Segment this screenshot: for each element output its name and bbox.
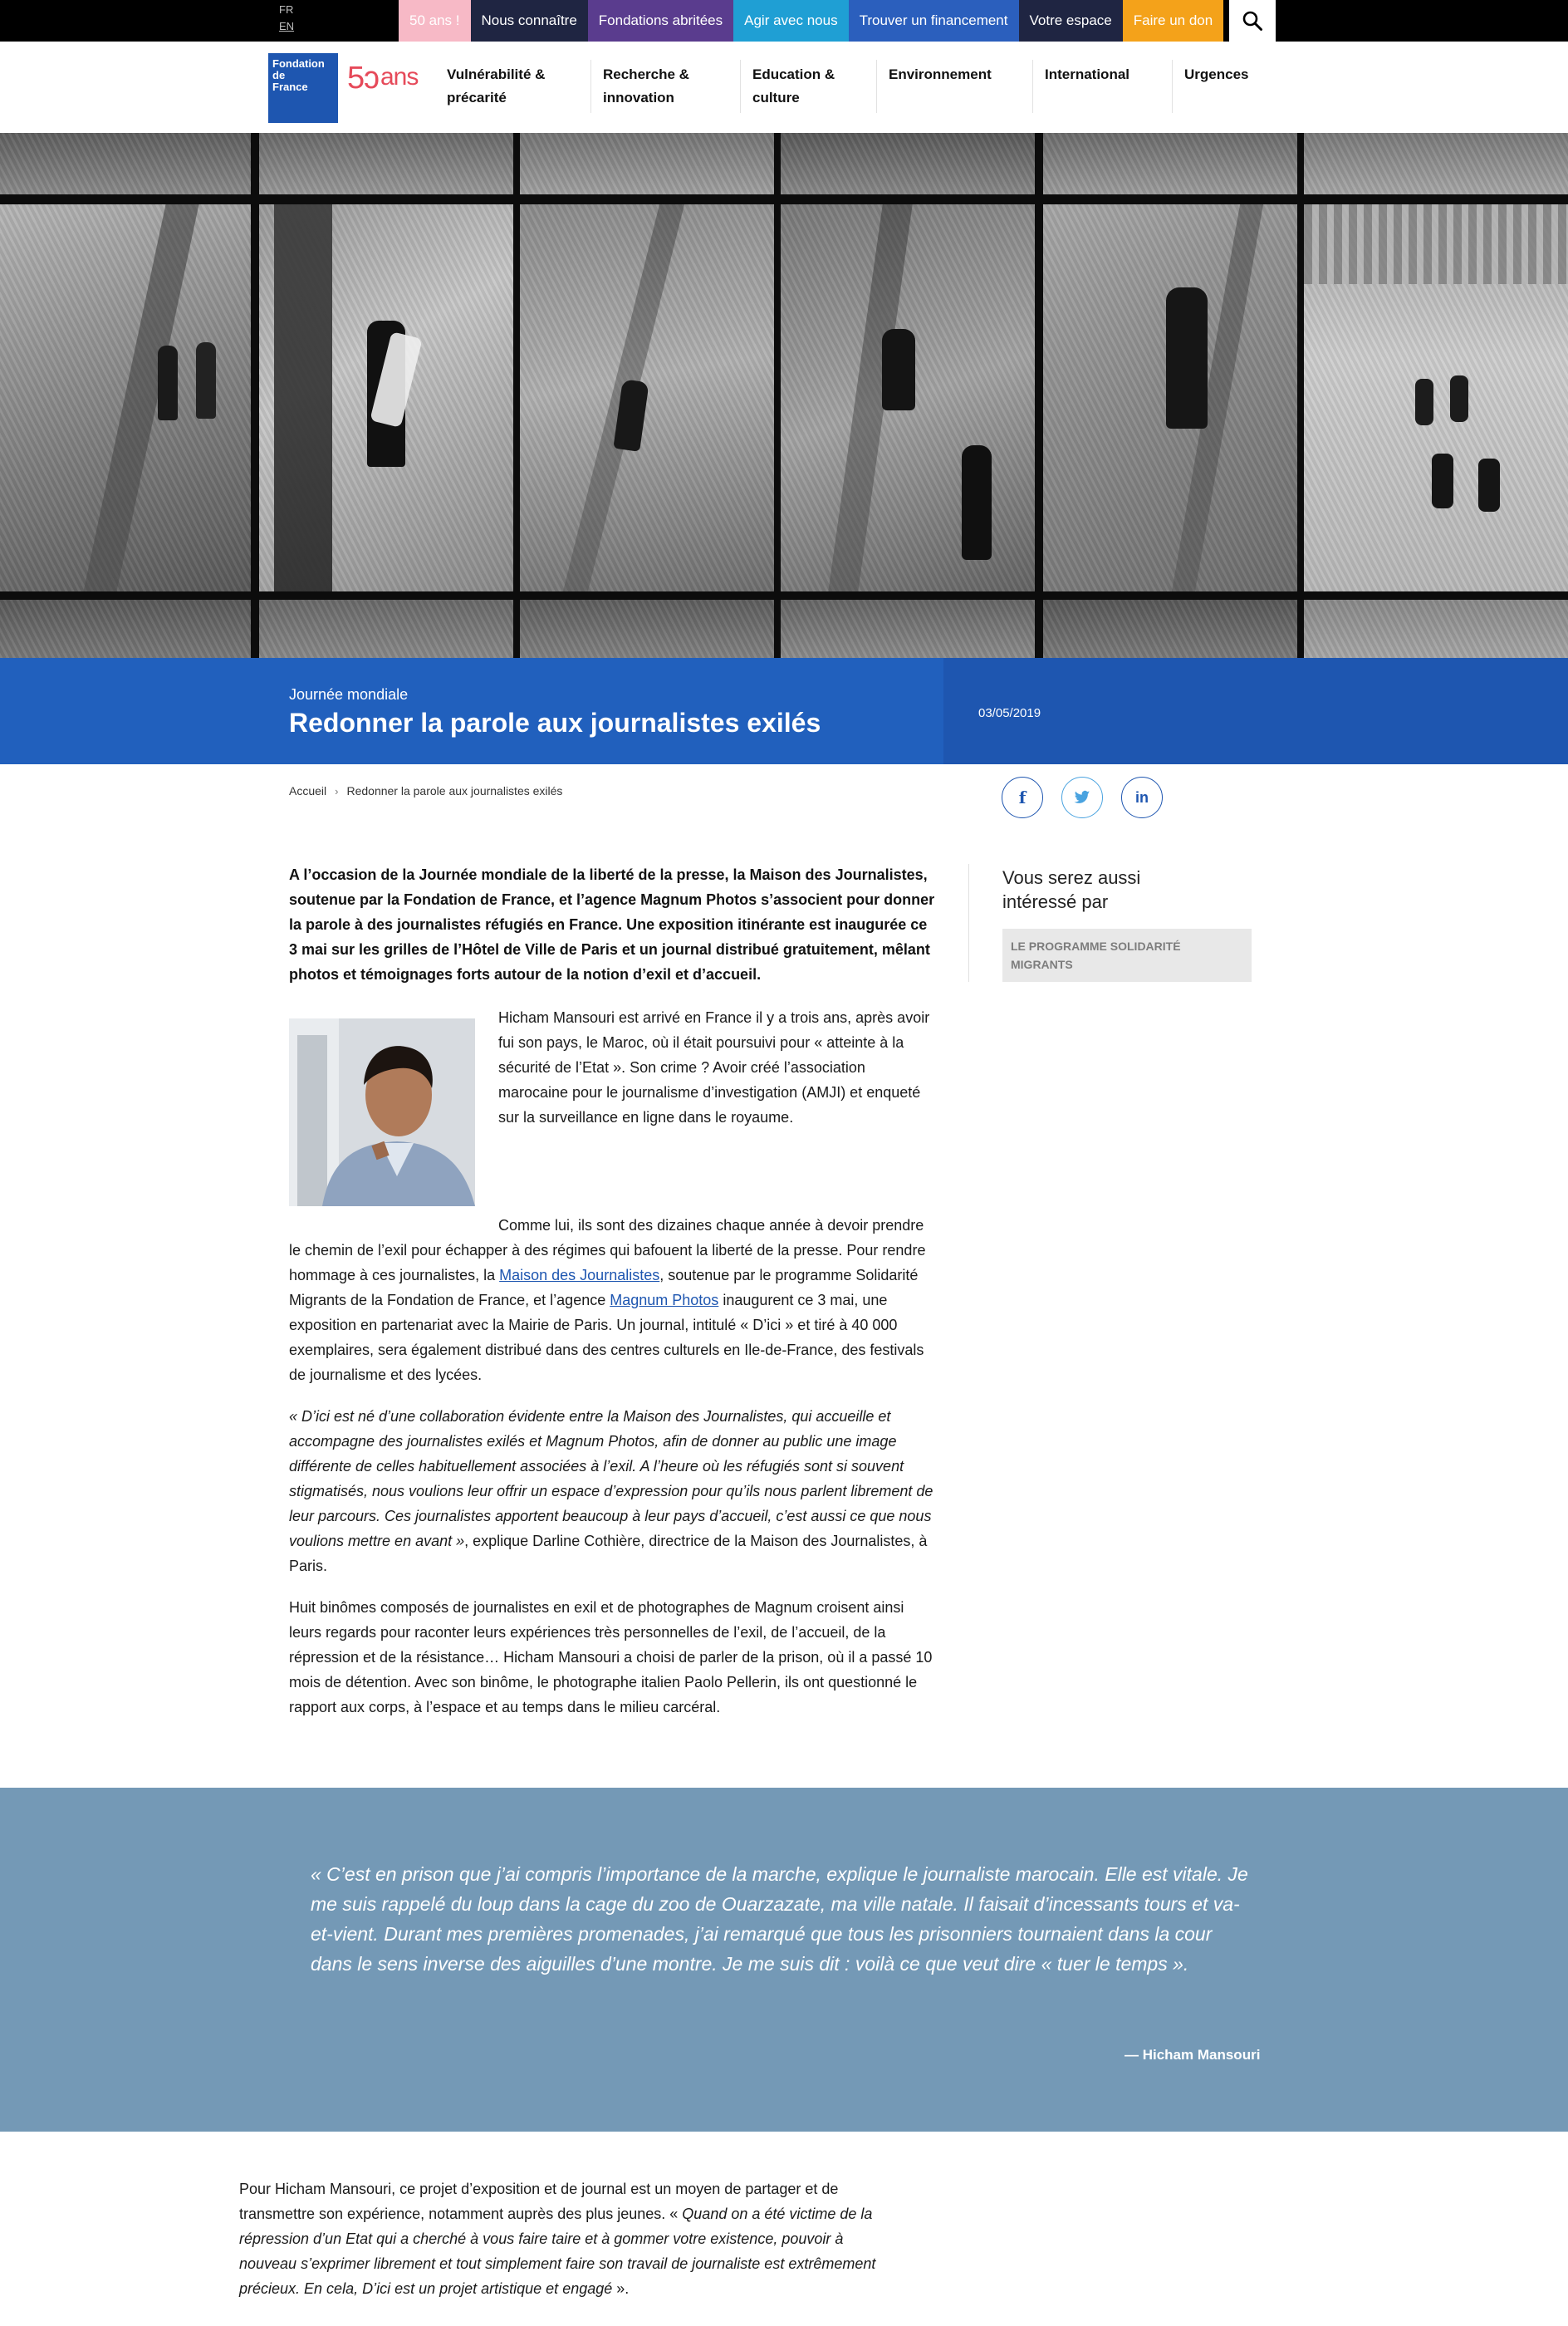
pull-quote-text: « C’est en prison que j’ai compris l’importance de la marche, explique le journaliste marocain. Elle est vitale. Je me suis rappelé du loup dans la cage du zoo de Ouarzazate, ma ville natale. Il faisait d’incessants tours et va-et-vient. Durant mes premières promenades, j’ai remarqué que tous les prisonniers tournaient dans la cour dans le sens inverse des aiguilles d’une montre. Je me suis dit : voilà ce que veut dire « tuer le temps ». [311, 1863, 1248, 1975]
twitter-icon [1074, 790, 1090, 805]
chevron-right-icon: › [335, 784, 339, 797]
top-link-nous-connaitre[interactable]: Nous connaître [471, 0, 588, 42]
svg-text:ɔ: ɔ [364, 61, 378, 96]
portrait-photo [289, 1018, 475, 1206]
svg-text:ans: ans [380, 63, 419, 91]
top-link-fondations-abritees[interactable]: Fondations abritées [588, 0, 733, 42]
nav-recherche[interactable]: Recherche & innovation [591, 60, 741, 113]
lang-fr[interactable]: FR [279, 3, 294, 16]
svg-text:5: 5 [347, 61, 363, 96]
search-button[interactable] [1229, 0, 1276, 42]
twitter-share-button[interactable] [1061, 777, 1103, 818]
related-heading: Vous serez aussi intéressé par [1002, 867, 1141, 912]
nav-environnement[interactable]: Environnement [877, 60, 1033, 113]
linkedin-share-button[interactable] [1121, 777, 1163, 818]
related-sidebar [968, 864, 1251, 982]
top-utility-bar [0, 0, 1568, 42]
p2-text-c: inaugurent ce 3 mai, une exposition en partenariat avec la Mairie de Paris. Un journal, intitulé « D’ici » et tiré à 40 000 exemplaires, sera également distribué dans des centres culturels en Ile-de-France, des festivals de journalisme et des lycées. [289, 1292, 924, 1383]
article-closing-paragraph [239, 2176, 887, 2301]
anniversary-50-ans-logo [347, 56, 434, 96]
nav-education[interactable]: Education & culture [741, 60, 877, 113]
maison-des-journalistes-link[interactable]: Maison des Journalistes [499, 1267, 660, 1283]
closing-end: ». [612, 2280, 630, 2297]
top-link-agir-avec-nous[interactable]: Agir avec nous [733, 0, 848, 42]
facebook-share-button[interactable] [1002, 777, 1043, 818]
closing-quote: Quand on a été victime de la répression d’un Etat qui a cherché à vous faire taire et à gommer votre existence, pouvoir à nouveau s’exprimer librement et tout simplement faire son travail de journaliste est extrêmement précieux. En cela, D’ici est un projet artistique et engagé [239, 2206, 876, 2297]
top-link-votre-espace[interactable]: Votre espace [1019, 0, 1123, 42]
p2-text-a: Comme lui, ils sont des dizaines chaque année à devoir prendre le chemin de l’exil pour échapper à des régimes qui bafouent la liberté de la presse. Pour rendre hommage à ces journalistes, la [289, 1217, 926, 1283]
article-paragraph-4: Huit binômes composés de journalistes en exil et de photographes de Magnum croisent ainsi leurs regards pour raconter leurs expériences très personnelles de l’exil, de l’accueil, de la répression et de la résistance… Hicham Mansouri a choisi de parler de la prison, où il a passé 10 mois de détention. Avec son binôme, le photographe italien Paolo Pellerin, ils ont questionné le rapport aux corps, à l’espace et au temps dans le milieu carcéral. [289, 1599, 933, 1715]
main-header [0, 42, 1568, 133]
p3-attribution: , explique Darline Cothière, directrice de la Maison des Journalistes, à Paris. [289, 1533, 928, 1574]
article-paragraph-3 [289, 1404, 937, 1578]
facebook-icon: f [1018, 788, 1027, 807]
search-icon [1242, 10, 1263, 32]
language-switcher [279, 2, 296, 35]
top-link-faire-un-don[interactable]: Faire un don [1123, 0, 1223, 42]
lang-en[interactable]: EN [279, 20, 295, 32]
p3-quote: « D’ici est né d’une collaboration évidente entre la Maison des Journalistes, qui accueille et accompagne des journalistes exilés et Magnum Photos, afin de donner au public une image différente de celles habituellement associées à l’exil. A l’heure où les réfugiés sont si souvent stigmatisés, nous voulions leur offrir un espace d’expression pour qu’ils nous parlent librement de leur parcours. Ces journalistes apportent beaucoup à leur pays d’accueil, c’est aussi ce que nous voulions mettre en avant » [289, 1408, 933, 1549]
article-paragraph-1: Hicham Mansouri est arrivé en France il y a trois ans, après avoir fui son pays, le Maroc, où il était poursuivi pour « atteinte à la sécurité de l’Etat ». Son crime ? Avoir créé l’association marocaine pour le journalisme d’investigation (AMJI) et enqueté sur la surveillance en ligne dans le royaume. [498, 1009, 930, 1126]
top-link-50-ans[interactable]: 50 ans ! [399, 0, 471, 42]
pull-quote-author: — Hicham Mansouri [1125, 2047, 1261, 2063]
nav-international[interactable]: International [1033, 60, 1173, 113]
article-date: 03/05/2019 [978, 706, 1041, 720]
social-share [1002, 777, 1163, 818]
p2-text-b: , soutenue par le programme Solidarité Migrants de la Fondation de France, et l’agence [289, 1267, 919, 1308]
article-kicker: Journée mondiale [289, 686, 409, 703]
article-intro: A l’occasion de la Journée mondiale de la liberté de la presse, la Maison des Journalistes, soutenue par la Fondation de France, et l’agence Magnum Photos s’associent pour donner la parole à des journalistes réfugiés en France. Une exposition itinérante est inaugurée ce 3 mai sur les grilles de l’Hôtel de Ville de Paris et un journal distribué gratuitement, mêlant photos et témoignages forts autour de la notion d’exil et d’accueil. [289, 866, 935, 983]
nav-vulnerabilite[interactable]: Vulnérabilité & précarité [435, 60, 591, 113]
pull-quote [0, 1788, 1568, 2132]
page-title: Redonner la parole aux journalistes exilés [289, 708, 821, 738]
top-link-trouver-financement[interactable]: Trouver un financement [849, 0, 1019, 42]
main-nav [435, 60, 1266, 113]
breadcrumb [289, 784, 562, 797]
related-card-solidarite-migrants[interactable]: LE PROGRAMME SOLIDARITÉ MIGRANTS [1002, 929, 1252, 982]
logo-text: Fondation de France [272, 57, 325, 93]
anniversary-logo[interactable] [347, 56, 434, 96]
breadcrumb-home[interactable]: Accueil [289, 784, 327, 797]
top-nav [399, 0, 1223, 42]
portrait-image [289, 1018, 475, 1206]
linkedin-icon: in [1135, 788, 1149, 806]
article-paragraph-2 [289, 1213, 937, 1387]
breadcrumb-current: Redonner la parole aux journalistes exilés [346, 784, 563, 797]
fondation-de-france-logo[interactable] [268, 53, 338, 123]
nav-urgences[interactable]: Urgences [1184, 66, 1249, 82]
closing-text: Pour Hicham Mansouri, ce projet d’exposition et de journal est un moyen de partager et de transmettre son expérience, notamment auprès des plus jeunes. « [239, 2181, 839, 2222]
magnum-photos-link[interactable]: Magnum Photos [610, 1292, 719, 1308]
